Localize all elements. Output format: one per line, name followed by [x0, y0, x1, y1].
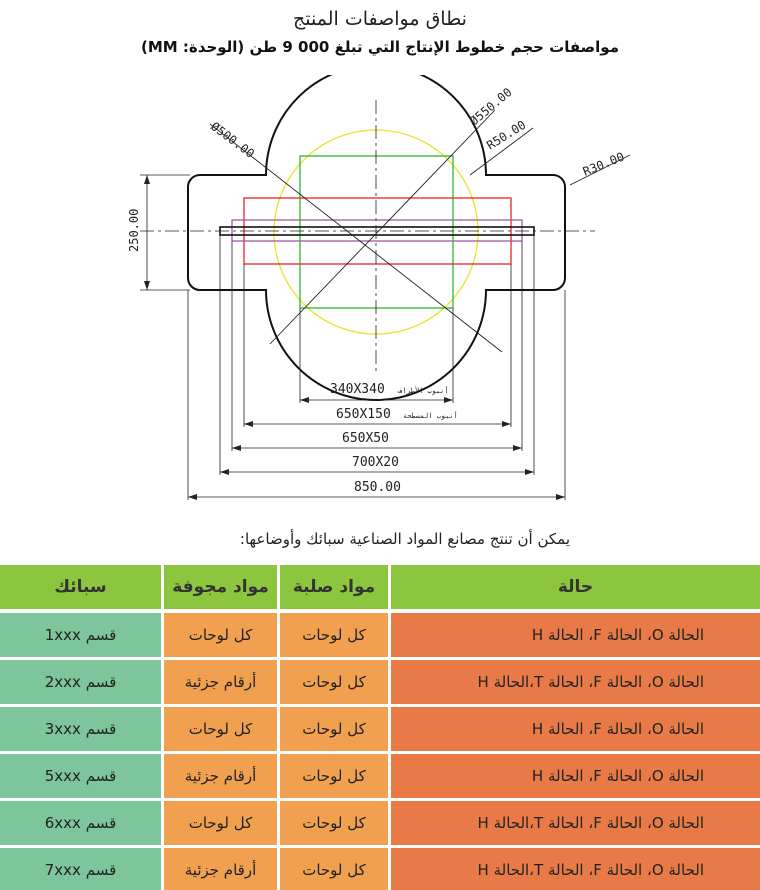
table-header-row [0, 565, 760, 609]
header-status: حالة [388, 565, 760, 609]
cell-hollow: كل لوحات [161, 801, 277, 845]
dim-850-label: 850.00 [354, 480, 401, 495]
cell-solid: كل لوحات [277, 660, 388, 704]
table-row [0, 801, 760, 845]
r50-label: R50.00 [484, 117, 529, 153]
cell-status: الحالة O، الحالة F، الحالة H [388, 754, 760, 798]
cell-alloy: قسم 1xxx [0, 613, 161, 657]
r30-label: R30.00 [580, 149, 627, 179]
dim-650-150-label: 650X150 [336, 407, 391, 422]
dim-700-20-label: 700X20 [352, 455, 399, 470]
dim-340-label: 340X340 [330, 382, 385, 397]
cell-solid: كل لوحات [277, 613, 388, 657]
cell-hollow: كل لوحات [161, 613, 277, 657]
table-row [0, 707, 760, 751]
dim-650-50-label: 650X50 [342, 431, 389, 446]
intro-text: يمكن أن تنتج مصانع المواد الصناعية سبائك وأوضاعها: [239, 530, 570, 548]
cell-solid: كل لوحات [277, 848, 388, 890]
dia-550-label: Ø550.00 [466, 85, 515, 129]
cell-status: الحالة O، الحالة F، الحالة T،الحالة H [388, 801, 760, 845]
header-hollow: مواد مجوفة [161, 565, 277, 609]
cell-alloy: قسم 6xxx [0, 801, 161, 845]
dim-650-150-note: أنبوب المسطحة [403, 412, 458, 420]
cell-alloy: قسم 2xxx [0, 660, 161, 704]
table-row [0, 660, 760, 704]
cell-solid: كل لوحات [277, 801, 388, 845]
cell-status: الحالة O، الحالة F، الحالة T،الحالة H [388, 660, 760, 704]
cell-status: الحالة O، الحالة F، الحالة H [388, 613, 760, 657]
technical-drawing [0, 75, 760, 515]
cell-status: الحالة O، الحالة F، الحالة T،الحالة H [388, 848, 760, 890]
cell-solid: كل لوحات [277, 754, 388, 798]
table-row [0, 613, 760, 657]
cell-hollow: أرقام جزئية [161, 754, 277, 798]
header-alloy: سبائك [0, 565, 161, 609]
cell-alloy: قسم 7xxx [0, 848, 161, 890]
cell-alloy: قسم 5xxx [0, 754, 161, 798]
cell-hollow: أرقام جزئية [161, 660, 277, 704]
cell-hollow: كل لوحات [161, 707, 277, 751]
dim-340-note: أنبوب الأطراف [398, 387, 449, 395]
table-row [0, 848, 760, 890]
dia-500-label: Ø500.00 [208, 119, 258, 161]
green-square [300, 156, 453, 308]
cell-hollow: أرقام جزئية [161, 848, 277, 890]
cell-solid: كل لوحات [277, 707, 388, 751]
table-row [0, 754, 760, 798]
cell-status: الحالة O، الحالة F، الحالة H [388, 707, 760, 751]
cell-alloy: قسم 3xxx [0, 707, 161, 751]
spec-table [0, 565, 760, 890]
page-title: نطاق مواصفات المنتج [293, 8, 467, 30]
page-subtitle: مواصفات حجم خطوط الإنتاج التي تبلغ 000 9 طن (الوحدة: MM) [140, 38, 620, 56]
header-solid: مواد صلبة [277, 565, 388, 609]
height-250-label: 250.00 [127, 208, 141, 252]
